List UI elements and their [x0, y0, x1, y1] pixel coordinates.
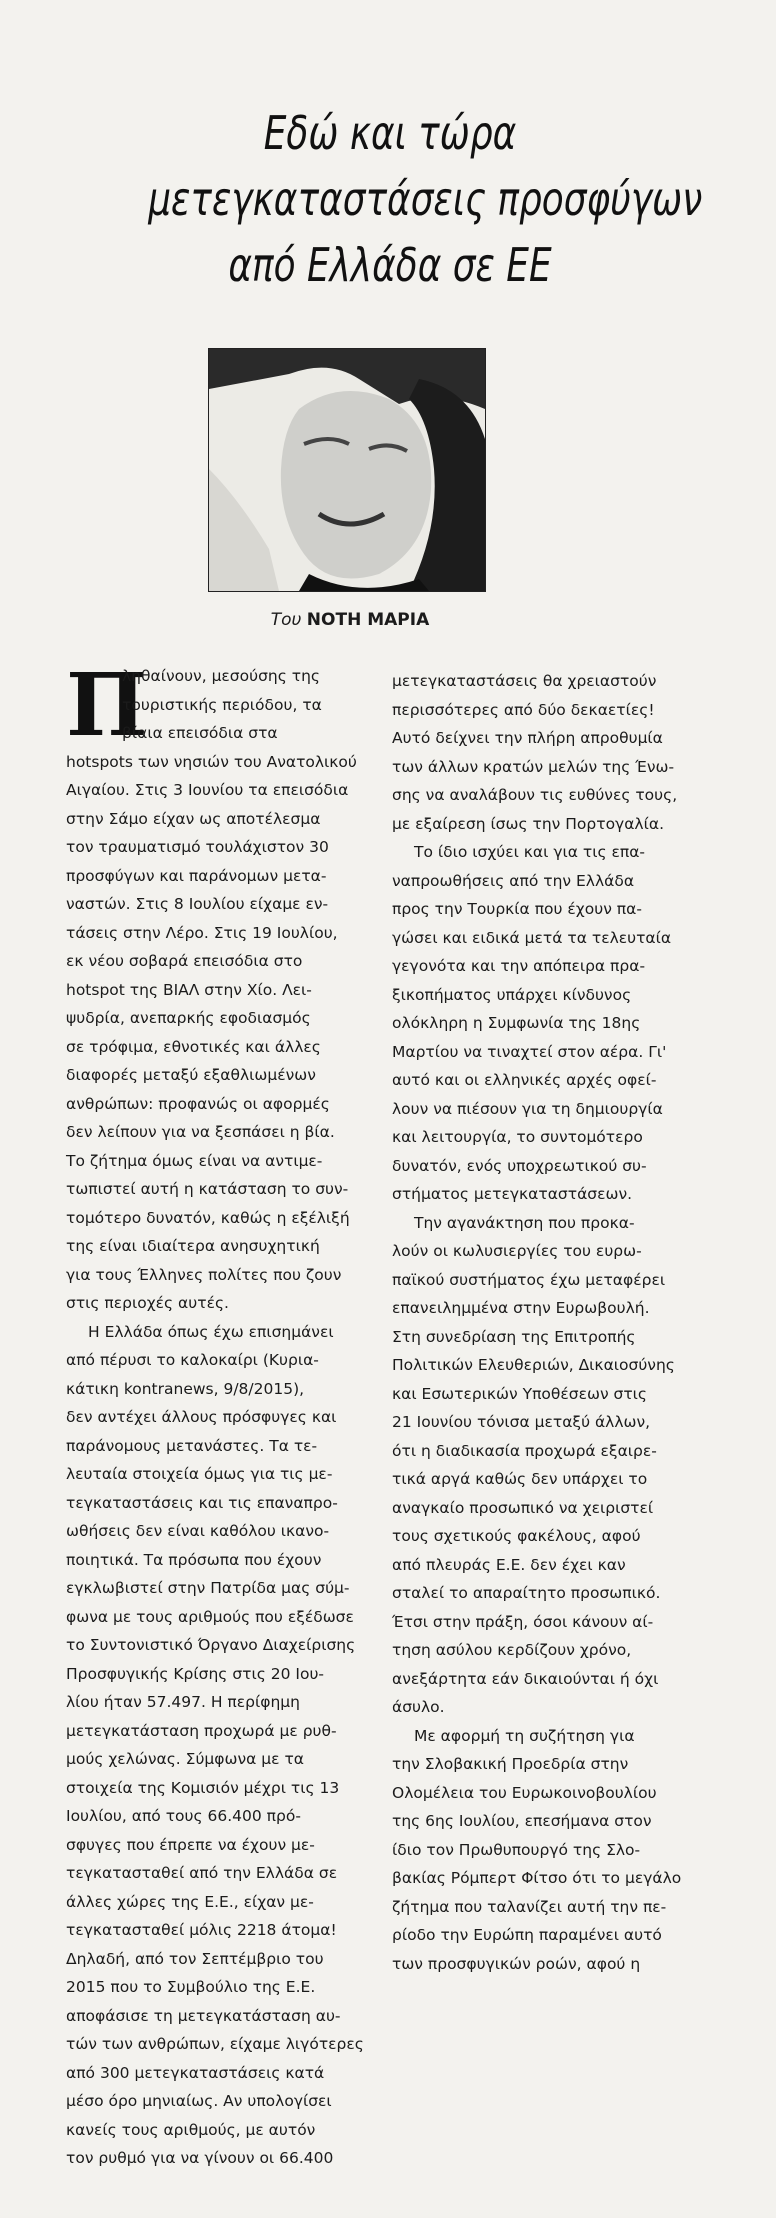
text-line: Ιουλίου, από τους 66.400 πρό- [66, 1807, 301, 1825]
text-line: σφυγες που έπρεπε να έχουν με- [66, 1835, 315, 1854]
text-line: Με αφορμή τη συζήτηση για [414, 1726, 635, 1745]
text-line: δεν αντέχει άλλους πρόσφυγες και [66, 1408, 337, 1426]
text-line: προσφύγων και παράνομων μετα- [66, 866, 327, 885]
text-line: γεγονότα και την απόπειρα πρα- [392, 957, 646, 975]
text-line: άλλες χώρες της Ε.Ε., είχαν με- [66, 1892, 314, 1911]
text-line: προς την Τουρκία που έχουν πα- [392, 900, 642, 918]
text-line: τουριστικής περιόδου, τα [122, 695, 322, 714]
text-line: ολόκληρη η Συμφωνία της 18ης [392, 1014, 641, 1032]
text-line: αποφάσισε τη μετεγκατάσταση αυ- [66, 2006, 341, 2025]
title-line-2: μετεγκαταστάσεις προσφύγων [148, 172, 703, 226]
text-line: και Εσωτερικών Υποθέσεων στις [392, 1384, 648, 1403]
text-line: Προσφυγικής Κρίσης στις 20 Ιου- [66, 1664, 325, 1683]
text-line: των προσφυγικών ροών, αφού η [392, 1954, 641, 1973]
text-line: Πολιτικών Ελευθεριών, Δικαιοσύνης [392, 1356, 675, 1374]
text-line: μούς χελώνας. Σύμφωνα με τα [66, 1750, 304, 1768]
text-line: μετεγκατάσταση προχωρά με ρυθ- [66, 1721, 337, 1740]
text-line: τομότερο δυνατόν, καθώς η εξέλιξή [66, 1208, 350, 1227]
text-line: τους σχετικούς φακέλους, αφού [392, 1527, 641, 1545]
text-line: Το ζήτημα όμως είναι να αντιμε- [66, 1151, 323, 1170]
text-line: την Σλοβακική Προεδρία στην [392, 1755, 629, 1773]
text-line: Την αγανάκτηση που προκα- [414, 1213, 635, 1232]
text-line: στοιχεία της Κομισιόν μέχρι τις 13 [66, 1778, 340, 1797]
text-line: Στη συνεδρίαση της Επιτροπής [392, 1327, 636, 1346]
text-line: στήματος μετεγκαταστάσεων. [392, 1185, 633, 1203]
text-line: εγκλωβιστεί στην Πατρίδα μας σύμ- [66, 1579, 350, 1597]
text-line: hotspot της ΒΙΑΛ στην Χίο. Λει- [66, 980, 312, 999]
text-line: τάσεις στην Λέρο. Στις 19 Ιουλίου, [66, 923, 338, 942]
left-column [66, 655, 374, 2173]
text-line: Μαρτίου να τιναχτεί στον αέρα. Γι' [392, 1042, 667, 1061]
text-line: τών των ανθρώπων, είχαμε λιγότερες [66, 2035, 364, 2053]
text-line: τηση ασύλου κερδίζουν χρόνο, [392, 1641, 632, 1659]
text-line: Η Ελλάδα όπως έχω επισημάνει [88, 1322, 334, 1341]
text-line: μέσο όρο μηνιαίως. Αν υπολογίσει [66, 2092, 332, 2110]
text-line: φωνα με τους αριθμούς που εξέδωσε [66, 1607, 354, 1626]
text-line: τωπιστεί αυτή η κατάσταση το συν- [66, 1180, 349, 1198]
text-line: δυνατόν, ενός υποχρεωτικού συ- [392, 1156, 647, 1175]
drop-cap: Π [66, 655, 148, 756]
text-line: 21 Ιουνίου τόνισα μεταξύ άλλων, [392, 1413, 651, 1431]
text-line: ξικοπήματος υπάρχει κίνδυνος [392, 985, 632, 1004]
text-line: περισσότερες από δύο δεκαετίες! [392, 700, 655, 719]
text-line: ποιητικά. Τα πρόσωπα που έχουν [66, 1550, 322, 1569]
text-line: αυτό και οι ελληνικές αρχές οφεί- [392, 1071, 657, 1089]
text-line: βίαια επεισόδια στα [122, 724, 278, 742]
title-line-3: από Ελλάδα σε ΕΕ [228, 238, 552, 292]
text-line: το Συντονιστικό Όργανο Διαχείρισης [66, 1636, 356, 1654]
text-line: τον τραυματισμό τουλάχιστον 30 [66, 838, 329, 856]
text-line: 2015 που το Συμβούλιο της Ε.Ε. [66, 1978, 316, 1996]
text-line: Έτσι στην πράξη, όσοι κάνουν αί- [392, 1612, 654, 1631]
text-line: άσυλο. [392, 1698, 445, 1716]
text-line: από πλευράς Ε.Ε. δεν έχει καν [392, 1555, 626, 1574]
text-line: από 300 μετεγκαταστάσεις κατά [66, 2063, 325, 2082]
author-name: ΝΟΤΗ ΜΑΡΙΑ [306, 610, 430, 630]
text-line: Ολομέλεια του Ευρωκοινοβουλίου [392, 1783, 657, 1802]
text-line: λευταία στοιχεία όμως για τις με- [66, 1465, 333, 1483]
text-line: λουν να πιέσουν για τη δημιουργία [392, 1099, 663, 1118]
text-line: Δηλαδή, από τον Σεπτέμβριο του [66, 1949, 324, 1968]
text-line: τον ρυθμό για να γίνουν οι 66.400 [66, 2149, 334, 2167]
byline [200, 610, 500, 630]
text-line: hotspots των νησιών του Ανατολικού [66, 752, 357, 771]
text-line: ανθρώπων: προφανώς οι αφορμές [66, 1094, 330, 1113]
text-line: τεγκατασταθεί μόλις 2218 άτομα! [66, 1921, 337, 1939]
text-line: Το ίδιο ισχύει και για τις επα- [414, 843, 646, 861]
text-line: διαφορές μεταξύ εξαθλιωμένων [66, 1066, 316, 1084]
text-line: ληθαίνουν, μεσούσης της [122, 667, 321, 685]
text-line: λούν οι κωλυσιεργίες του ευρω- [392, 1242, 642, 1260]
text-line: στην Σάμο είχαν ως αποτέλεσμα [66, 809, 321, 828]
text-line: παϊκού συστήματος έχω μεταφέρει [392, 1270, 666, 1289]
text-line: δεν λείπουν για να ξεσπάσει η βία. [66, 1123, 335, 1141]
text-line: ότι η διαδικασία προχωρά εξαιρε- [392, 1441, 657, 1460]
title-line-1: Εδώ και τώρα [263, 106, 517, 160]
text-line: ρίοδο την Ευρώπη παραμένει αυτό [392, 1926, 662, 1944]
text-line: σης να αναλάβουν τις ευθύνες τους, [392, 786, 678, 804]
text-line: τεγκατασταθεί από την Ελλάδα σε [66, 1864, 338, 1882]
text-line: ζήτημα που ταλανίζει αυτή την πε- [392, 1897, 667, 1916]
author-portrait-image [209, 349, 485, 591]
text-line: της είναι ιδιαίτερα ανησυχητική [66, 1237, 320, 1255]
text-line: εκ νέου σοβαρά επεισόδια στο [66, 952, 303, 970]
text-line: και λειτουργία, το συντομότερο [392, 1128, 643, 1146]
text-line: των άλλων κρατών μελών της Ένω- [392, 757, 675, 776]
text-line: από πέρυσι το καλοκαίρι (Κυρια- [66, 1351, 319, 1369]
text-line: Αυτό δείχνει την πλήρη απροθυμία [392, 729, 663, 747]
text-line: γώσει και ειδικά μετά τα τελευταία [392, 928, 672, 947]
text-line: παράνομους μετανάστες. Τα τε- [66, 1436, 318, 1455]
text-line: Αιγαίου. Στις 3 Ιουνίου τα επεισόδια [66, 781, 349, 799]
text-line: στις περιοχές αυτές. [66, 1294, 229, 1312]
article-title [148, 100, 703, 298]
text-line: αναγκαίο προσωπικό να χειριστεί [392, 1498, 654, 1517]
text-line: κανείς τους αριθμούς, με αυτόν [66, 2120, 316, 2139]
text-line: ναστών. Στις 8 Ιουλίου είχαμε εν- [66, 895, 329, 913]
text-line: ψυδρία, ανεπαρκής εφοδιασμός [66, 1009, 311, 1027]
text-line: σε τρόφιμα, εθνοτικές και άλλες [66, 1037, 321, 1056]
byline-prefix: Του [270, 610, 302, 630]
text-line: ανεξάρτητα εάν δικαιούνται ή όχι [392, 1669, 659, 1688]
text-line: μετεγκαταστάσεις θα χρειαστούν [392, 672, 657, 690]
text-line: βακίας Ρόμπερτ Φίτσο ότι το μεγάλο [392, 1869, 682, 1887]
author-photo [208, 348, 486, 592]
text-line: κάτικη kontranews, 9/8/2015), [66, 1379, 305, 1398]
text-line: ναπροωθήσεις από την Ελλάδα [392, 871, 635, 890]
text-line: τικά αργά καθώς δεν υπάρχει το [392, 1470, 648, 1488]
text-line: της 6ης Ιουλίου, επεσήμανα στον [392, 1812, 652, 1830]
right-column [392, 667, 700, 1978]
text-line: ωθήσεις δεν είναι καθόλου ικανο- [66, 1522, 330, 1540]
text-line: επανειλημμένα στην Ευρωβουλή. [392, 1299, 650, 1317]
text-line: ίδιο τον Πρωθυπουργό της Σλο- [392, 1840, 641, 1859]
text-line: λίου ήταν 57.497. Η περίφημη [66, 1693, 300, 1711]
text-line: τεγκαταστάσεις και τις επαναπρο- [66, 1493, 338, 1512]
text-line: για τους Έλληνες πολίτες που ζουν [66, 1265, 342, 1284]
text-line: με εξαίρεση ίσως την Πορτογαλία. [392, 814, 664, 833]
text-line: σταλεί το απαραίτητο προσωπικό. [392, 1584, 661, 1602]
